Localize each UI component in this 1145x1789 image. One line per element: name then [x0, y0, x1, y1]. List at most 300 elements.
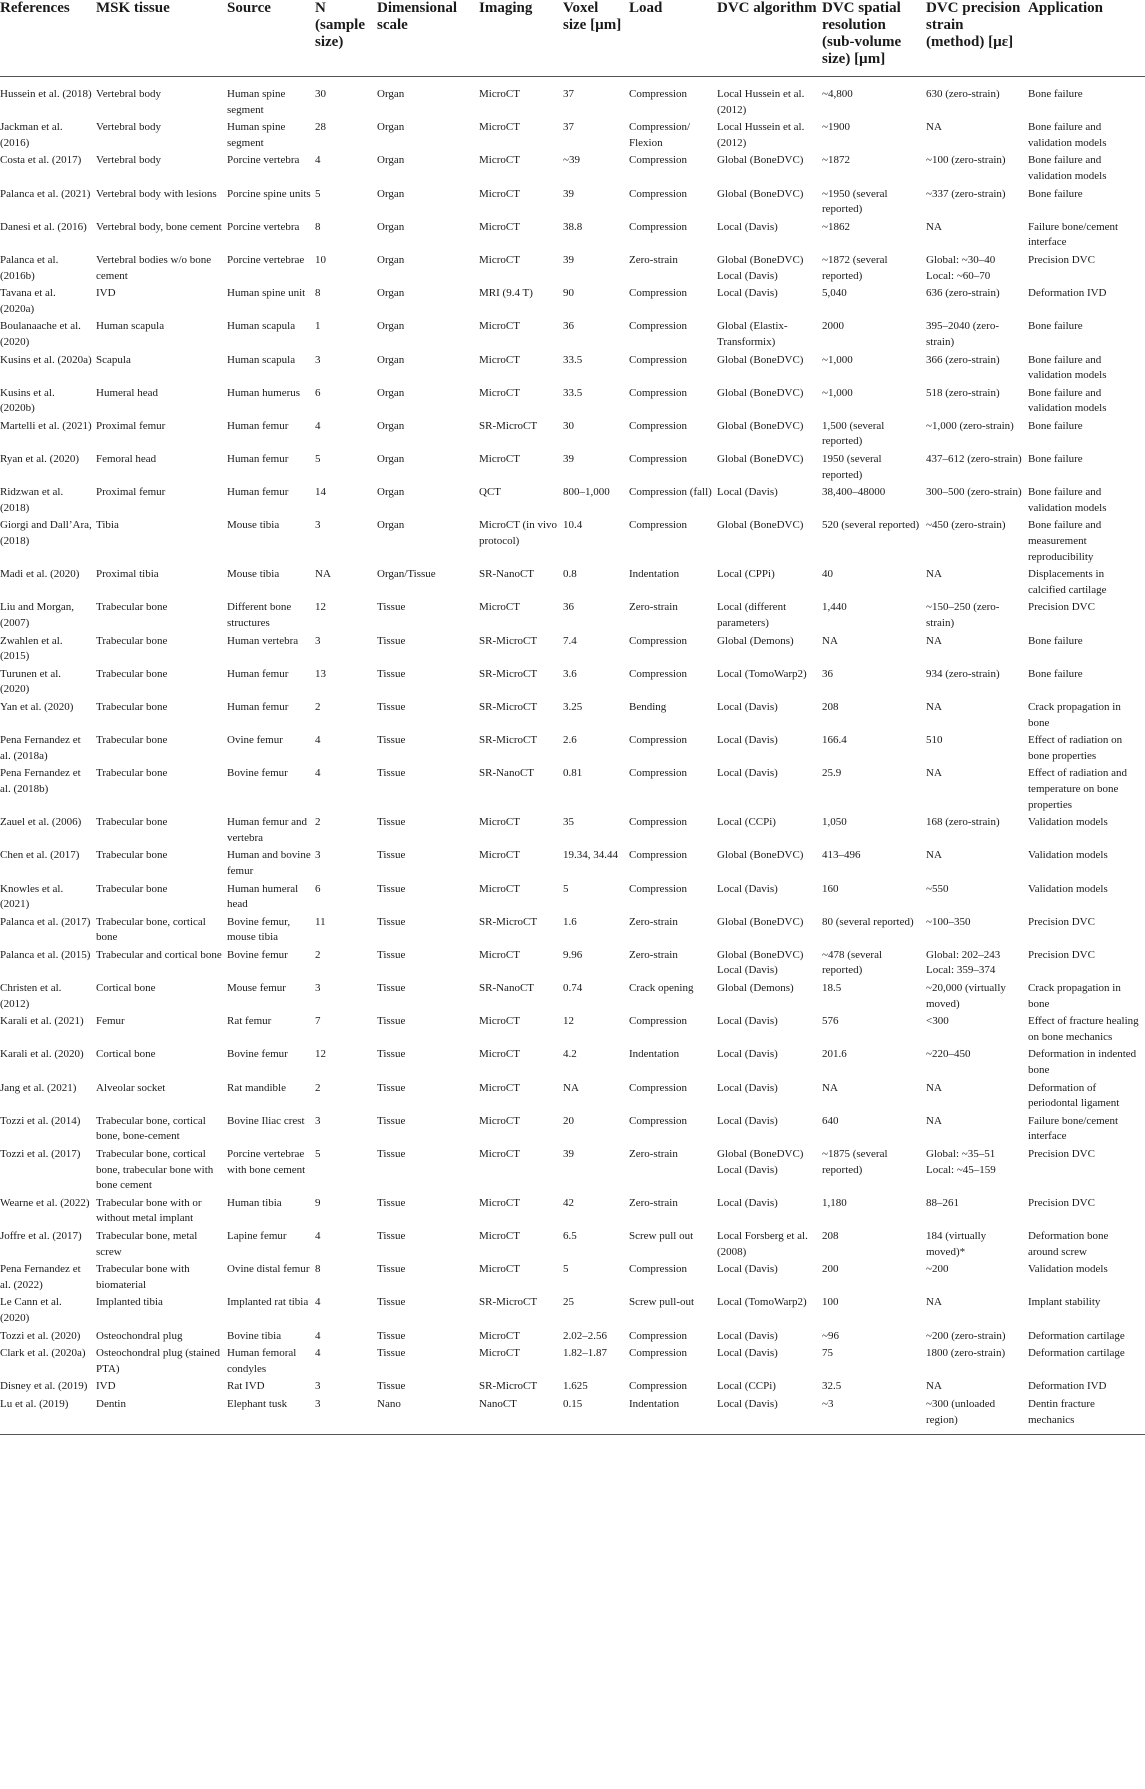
- cell-sample-size: 10: [315, 253, 326, 266]
- cell-reference: Karali et al. (2021): [0, 1015, 84, 1028]
- cell-dvc-algorithm: Global (BoneDVC): [717, 849, 804, 862]
- cell-dimensional-scale: Organ: [377, 220, 405, 233]
- cell-msk-tissue: Proximal femur: [96, 486, 166, 499]
- cell-sample-size: 3: [315, 1380, 321, 1393]
- cell-reference: Tozzi et al. (2017): [0, 1148, 81, 1160]
- cell-imaging: SR-MicroCT: [479, 667, 538, 680]
- table-row: [0, 153, 1145, 186]
- cell-source: Human and bovine femur: [227, 849, 311, 877]
- table-row: [0, 319, 1145, 352]
- cell-msk-tissue: Trabecular bone with biomaterial: [96, 1263, 190, 1291]
- cell-dvc-spatial-resolution: 5,040: [822, 287, 847, 300]
- cell-dvc-spatial-resolution: 80 (several reported): [822, 915, 914, 928]
- cell-dimensional-scale: Organ: [377, 187, 405, 200]
- cell-dvc-spatial-resolution: 413–496: [822, 849, 861, 862]
- cell-dimensional-scale: Tissue: [377, 634, 406, 647]
- cell-sample-size: 5: [315, 453, 321, 466]
- cell-voxel-size: 36: [563, 601, 574, 614]
- cell-load: Zero-strain: [629, 601, 678, 614]
- cell-imaging: MicroCT: [479, 320, 520, 333]
- cell-source: Bovine femur, mouse tibia: [227, 915, 291, 944]
- cell-dvc-spatial-resolution: 18.5: [822, 982, 842, 995]
- cell-load: Compression/ Flexion: [629, 121, 691, 149]
- cell-dvc-precision-strain: NA: [926, 1380, 942, 1393]
- cell-source: Human spine unit: [227, 287, 306, 300]
- table-row: [0, 1047, 1145, 1080]
- cell-msk-tissue: Trabecular bone: [96, 700, 168, 713]
- cell-voxel-size: 2.02–2.56: [563, 1329, 607, 1342]
- cell-load: Compression: [629, 1114, 688, 1127]
- cell-sample-size: 1: [315, 320, 321, 333]
- cell-dvc-algorithm: Local (Davis): [717, 1114, 778, 1127]
- cell-load: Compression: [629, 287, 688, 300]
- cell-application: Crack propagation in bone: [1028, 700, 1121, 729]
- table-row: [0, 700, 1145, 733]
- cell-dvc-spatial-resolution: ~1900: [822, 121, 850, 134]
- table-row: [0, 1329, 1145, 1347]
- cell-msk-tissue: Trabecular bone, cortical bone, trabecular bone with bone cement: [96, 1148, 214, 1192]
- cell-sample-size: 11: [315, 915, 326, 928]
- cell-source: Human femur: [227, 453, 289, 466]
- cell-dimensional-scale: Organ: [377, 353, 405, 366]
- cell-dvc-algorithm: Global (Demons): [717, 634, 794, 647]
- cell-msk-tissue: Osteochondral plug (stained PTA): [96, 1347, 221, 1375]
- cell-dvc-spatial-resolution: 200: [822, 1263, 839, 1276]
- cell-dvc-spatial-resolution: 36: [822, 667, 833, 680]
- cell-dimensional-scale: Organ: [377, 419, 405, 432]
- cell-sample-size: 3: [315, 634, 321, 647]
- cell-load: Compression: [629, 816, 688, 829]
- cell-sample-size: 9: [315, 1196, 321, 1209]
- cell-msk-tissue: Humeral head: [96, 386, 158, 399]
- cell-dvc-precision-strain: ~337 (zero-strain): [926, 187, 1006, 200]
- cell-imaging: MicroCT: [479, 1015, 520, 1028]
- cell-sample-size: 12: [315, 1048, 326, 1061]
- cell-voxel-size: 0.81: [563, 767, 583, 780]
- cell-voxel-size: NA: [563, 1081, 579, 1094]
- cell-voxel-size: 35: [563, 816, 574, 829]
- cell-load: Screw pull-out: [629, 1296, 695, 1309]
- cell-imaging: SR-MicroCT: [479, 634, 538, 647]
- cell-reference: Costa et al. (2017): [0, 154, 82, 167]
- cell-dvc-spatial-resolution: 208: [822, 1229, 839, 1242]
- cell-reference: Karali et al. (2020): [0, 1048, 84, 1061]
- cell-source: Human spine segment: [227, 88, 286, 116]
- table-row: [0, 1262, 1145, 1295]
- cell-msk-tissue: Femur: [96, 1015, 125, 1028]
- cell-source: Ovine femur: [227, 734, 283, 747]
- cell-voxel-size: 37: [563, 88, 574, 100]
- table-row: [0, 948, 1145, 981]
- cell-sample-size: 3: [315, 982, 321, 995]
- cell-reference: Madi et al. (2020): [0, 568, 80, 581]
- cell-load: Zero-strain: [629, 1148, 678, 1160]
- cell-application: Bone failure and validation models: [1028, 121, 1107, 149]
- cell-imaging: MicroCT: [479, 1229, 520, 1242]
- cell-load: Compression: [629, 419, 688, 432]
- cell-voxel-size: 1.6: [563, 915, 577, 928]
- cell-dvc-spatial-resolution: 38,400–48000: [822, 486, 886, 499]
- cell-voxel-size: 0.15: [563, 1397, 583, 1410]
- cell-reference: Liu and Morgan, (2007): [0, 601, 75, 629]
- table-row: [0, 518, 1145, 567]
- cell-dvc-precision-strain: NA: [926, 700, 942, 713]
- header-application: Application: [1028, 0, 1104, 16]
- header-imaging: Imaging: [479, 0, 533, 16]
- cell-source: Porcine vertebra: [227, 220, 300, 233]
- cell-dimensional-scale: Organ: [377, 121, 405, 134]
- cell-source: Porcine vertebrae with bone cement: [227, 1148, 306, 1176]
- table-row: [0, 485, 1145, 518]
- cell-dvc-spatial-resolution: 1950 (several reported): [822, 453, 882, 481]
- table-row: [0, 567, 1145, 600]
- cell-voxel-size: 30: [563, 419, 574, 432]
- cell-voxel-size: 10.4: [563, 519, 583, 532]
- cell-imaging: SR-MicroCT: [479, 700, 538, 713]
- cell-load: Compression: [629, 1380, 688, 1393]
- cell-sample-size: 28: [315, 121, 326, 134]
- cell-dimensional-scale: Tissue: [377, 1296, 406, 1309]
- cell-voxel-size: 4.2: [563, 1048, 577, 1061]
- cell-dvc-algorithm: Local (Davis): [717, 1263, 778, 1276]
- cell-voxel-size: 19.34, 34.44: [563, 849, 618, 862]
- cell-dvc-precision-strain: NA: [926, 1296, 942, 1309]
- cell-dvc-algorithm: Local (Davis): [717, 1329, 778, 1342]
- cell-dimensional-scale: Tissue: [377, 915, 406, 928]
- cell-voxel-size: 39: [563, 253, 574, 266]
- cell-dvc-spatial-resolution: 208: [822, 700, 839, 713]
- header-load: Load: [629, 0, 663, 16]
- cell-application: Bone failure: [1028, 667, 1083, 680]
- cell-dvc-spatial-resolution: ~1,000: [822, 353, 853, 366]
- cell-load: Zero-strain: [629, 253, 678, 266]
- cell-reference: Le Cann et al. (2020): [0, 1296, 62, 1324]
- cell-load: Compression: [629, 849, 688, 862]
- cell-imaging: MicroCT: [479, 1329, 520, 1342]
- cell-dvc-spatial-resolution: ~1875 (several reported): [822, 1148, 888, 1176]
- cell-source: Human scapula: [227, 353, 296, 366]
- cell-dimensional-scale: Organ: [377, 88, 405, 100]
- cell-application: Validation models: [1028, 849, 1108, 862]
- cell-msk-tissue: IVD: [96, 1380, 116, 1393]
- cell-voxel-size: 6.5: [563, 1229, 577, 1242]
- cell-source: Implanted rat tibia: [227, 1296, 309, 1309]
- cell-voxel-size: 42: [563, 1196, 574, 1209]
- cell-voxel-size: 5: [563, 1263, 569, 1276]
- cell-msk-tissue: Trabecular bone: [96, 601, 168, 614]
- cell-source: Bovine femur: [227, 767, 288, 780]
- header-msk-tissue: MSK tissue: [96, 0, 170, 16]
- cell-voxel-size: 39: [563, 453, 574, 466]
- cell-imaging: SR-NanoCT: [479, 568, 534, 581]
- cell-voxel-size: 39: [563, 1148, 574, 1160]
- cell-source: Ovine distal femur: [227, 1263, 310, 1276]
- cell-application: Validation models: [1028, 816, 1108, 829]
- cell-sample-size: 8: [315, 220, 321, 233]
- cell-msk-tissue: Vertebral bodies w/o bone cement: [96, 253, 212, 282]
- cell-load: Compression: [629, 220, 688, 233]
- cell-sample-size: 12: [315, 601, 326, 614]
- cell-msk-tissue: Trabecular bone: [96, 767, 168, 780]
- cell-sample-size: 4: [315, 767, 321, 780]
- cell-msk-tissue: Scapula: [96, 353, 131, 366]
- cell-imaging: SR-NanoCT: [479, 982, 534, 995]
- table-header: [0, 0, 1145, 77]
- cell-application: Deformation cartilage: [1028, 1329, 1125, 1342]
- cell-reference: Yan et al. (2020): [0, 700, 74, 713]
- cell-application: Bone failure and validation models: [1028, 154, 1107, 182]
- cell-load: Compression: [629, 1081, 688, 1094]
- cell-imaging: QCT: [479, 486, 501, 499]
- cell-dimensional-scale: Tissue: [377, 948, 406, 961]
- cell-sample-size: 14: [315, 486, 326, 499]
- cell-reference: Pena Fernandez et al. (2018b): [0, 767, 81, 795]
- table-row: [0, 1147, 1145, 1196]
- cell-dvc-precision-strain: 366 (zero-strain): [926, 353, 1000, 366]
- cell-dvc-precision-strain: 88–261: [926, 1196, 959, 1209]
- cell-imaging: SR-MicroCT: [479, 419, 538, 432]
- cell-sample-size: 2: [315, 700, 321, 713]
- cell-source: Human tibia: [227, 1196, 282, 1209]
- cell-reference: Tozzi et al. (2020): [0, 1329, 81, 1342]
- cell-application: Failure bone/cement interface: [1028, 220, 1119, 249]
- table-row: [0, 187, 1145, 220]
- cell-source: Rat femur: [227, 1015, 272, 1028]
- cell-dvc-algorithm: Global (BoneDVC) Local (Davis): [717, 253, 804, 282]
- cell-reference: Wearne et al. (2022): [0, 1196, 90, 1209]
- cell-load: Compression (fall): [629, 486, 712, 499]
- cell-load: Compression: [629, 882, 688, 895]
- cell-dvc-precision-strain: ~100 (zero-strain): [926, 154, 1006, 167]
- cell-dvc-spatial-resolution: 75: [822, 1347, 833, 1360]
- cell-voxel-size: 9.96: [563, 948, 583, 961]
- cell-dimensional-scale: Tissue: [377, 1114, 406, 1127]
- table-row: [0, 882, 1145, 915]
- cell-imaging: MicroCT: [479, 1263, 520, 1276]
- cell-reference: Turunen et al. (2020): [0, 667, 62, 696]
- cell-msk-tissue: Implanted tibia: [96, 1296, 163, 1309]
- table-row: [0, 600, 1145, 633]
- cell-imaging: MicroCT: [479, 1114, 520, 1127]
- cell-dvc-algorithm: Local (TomoWarp2): [717, 667, 807, 680]
- cell-application: Precision DVC: [1028, 1148, 1095, 1160]
- header-dimensional-scale: Dimensional scale: [377, 0, 458, 33]
- table-row: [0, 286, 1145, 319]
- cell-reference: Kusins et al. (2020a): [0, 353, 92, 366]
- cell-load: Compression: [629, 453, 688, 466]
- cell-sample-size: 2: [315, 1081, 321, 1094]
- cell-source: Human scapula: [227, 320, 296, 333]
- cell-reference: Tavana et al. (2020a): [0, 287, 56, 315]
- table-row: [0, 1229, 1145, 1262]
- header-dvc-algorithm: DVC algorithm: [717, 0, 817, 16]
- cell-msk-tissue: Femoral head: [96, 453, 157, 466]
- cell-dvc-precision-strain: Global: 202–243 Local: 359–374: [926, 948, 1001, 977]
- cell-load: Compression: [629, 1329, 688, 1342]
- cell-application: Precision DVC: [1028, 1196, 1095, 1209]
- cell-reference: Zwahlen et al. (2015): [0, 634, 63, 663]
- cell-dvc-precision-strain: NA: [926, 634, 942, 647]
- cell-dvc-algorithm: Local (Davis): [717, 486, 778, 499]
- cell-sample-size: 3: [315, 519, 321, 532]
- cell-msk-tissue: Trabecular bone: [96, 634, 168, 647]
- cell-dvc-precision-strain: Global: ~35–51 Local: ~45–159: [926, 1148, 996, 1176]
- cell-sample-size: 3: [315, 1397, 321, 1410]
- cell-application: Failure bone/cement interface: [1028, 1114, 1119, 1143]
- cell-reference: Jackman et al. (2016): [0, 121, 63, 149]
- cell-application: Precision DVC: [1028, 253, 1095, 266]
- cell-dvc-algorithm: Local (Davis): [717, 287, 778, 300]
- cell-dvc-spatial-resolution: 520 (several reported): [822, 519, 920, 532]
- cell-dvc-precision-strain: 636 (zero-strain): [926, 287, 1000, 300]
- cell-sample-size: 7: [315, 1015, 321, 1028]
- table-row: [0, 1196, 1145, 1229]
- cell-imaging: MicroCT: [479, 849, 520, 862]
- cell-sample-size: 8: [315, 287, 321, 300]
- table-row: [0, 1346, 1145, 1379]
- cell-imaging: SR-MicroCT: [479, 734, 538, 747]
- cell-msk-tissue: Dentin: [96, 1397, 126, 1410]
- cell-imaging: MicroCT: [479, 88, 520, 100]
- cell-dvc-spatial-resolution: 25.9: [822, 767, 842, 780]
- cell-msk-tissue: Proximal femur: [96, 419, 166, 432]
- cell-msk-tissue: Trabecular bone with or without metal implant: [96, 1196, 202, 1225]
- cell-voxel-size: 20: [563, 1114, 574, 1127]
- cell-dvc-algorithm: Global (BoneDVC): [717, 419, 804, 432]
- cell-dimensional-scale: Organ: [377, 253, 405, 266]
- cell-application: Bone failure: [1028, 419, 1083, 432]
- cell-application: Deformation cartilage: [1028, 1347, 1125, 1360]
- header-references: References: [0, 0, 70, 16]
- cell-load: Compression: [629, 353, 688, 366]
- cell-sample-size: 4: [315, 1229, 321, 1242]
- cell-voxel-size: 0.74: [563, 982, 583, 995]
- cell-dvc-spatial-resolution: ~4,800: [822, 88, 853, 100]
- cell-dvc-precision-strain: ~200 (zero-strain): [926, 1329, 1006, 1342]
- cell-load: Indentation: [629, 1048, 680, 1061]
- cell-reference: Danesi et al. (2016): [0, 220, 87, 233]
- cell-imaging: MicroCT: [479, 220, 520, 233]
- table-row: [0, 1014, 1145, 1047]
- table-row: [0, 981, 1145, 1014]
- cell-dvc-algorithm: Local (Davis): [717, 1196, 778, 1209]
- cell-voxel-size: 3.6: [563, 667, 577, 680]
- cell-msk-tissue: IVD: [96, 287, 116, 300]
- cell-application: Bone failure and validation models: [1028, 386, 1107, 415]
- cell-source: Porcine vertebrae: [227, 253, 305, 266]
- cell-reference: Pena Fernandez et al. (2022): [0, 1263, 81, 1291]
- cell-dimensional-scale: Tissue: [377, 982, 406, 995]
- cell-sample-size: 5: [315, 1148, 321, 1160]
- cell-dvc-algorithm: Global (Demons): [717, 982, 794, 995]
- cell-sample-size: 13: [315, 667, 326, 680]
- cell-voxel-size: 1.625: [563, 1380, 588, 1393]
- cell-reference: Martelli et al. (2021): [0, 419, 92, 432]
- cell-source: Rat mandible: [227, 1081, 286, 1094]
- cell-voxel-size: 12: [563, 1015, 574, 1028]
- cell-dvc-precision-strain: 184 (virtually moved)*: [926, 1229, 987, 1258]
- cell-dimensional-scale: Tissue: [377, 882, 406, 895]
- cell-dvc-spatial-resolution: ~1950 (several reported): [822, 187, 888, 216]
- cell-dimensional-scale: Organ: [377, 486, 405, 499]
- cell-reference: Jang et al. (2021): [0, 1081, 77, 1094]
- cell-load: Compression: [629, 320, 688, 333]
- cell-source: Human femur and vertebra: [227, 816, 308, 844]
- cell-dvc-algorithm: Local Hussein et al. (2012): [717, 88, 805, 116]
- cell-dvc-algorithm: Global (BoneDVC) Local (Davis): [717, 1148, 804, 1176]
- cell-load: Compression: [629, 1263, 688, 1276]
- cell-dvc-precision-strain: NA: [926, 849, 942, 862]
- table-row: [0, 77, 1145, 121]
- cell-imaging: MicroCT: [479, 1148, 520, 1160]
- cell-dimensional-scale: Nano: [377, 1397, 401, 1410]
- cell-voxel-size: 36: [563, 320, 574, 333]
- table-row: [0, 120, 1145, 153]
- cell-source: Porcine spine units: [227, 187, 311, 200]
- cell-reference: Lu et al. (2019): [0, 1397, 69, 1410]
- cell-reference: Clark et al. (2020a): [0, 1347, 86, 1360]
- cell-dvc-precision-strain: ~300 (unloaded region): [926, 1397, 996, 1426]
- cell-load: Compression: [629, 1015, 688, 1028]
- cell-dvc-algorithm: Local Hussein et al. (2012): [717, 121, 805, 149]
- cell-source: Bovine femur: [227, 1048, 288, 1061]
- cell-dvc-algorithm: Global (BoneDVC): [717, 915, 804, 928]
- cell-imaging: MicroCT: [479, 187, 520, 200]
- cell-dvc-spatial-resolution: 166.4: [822, 734, 847, 747]
- cell-dvc-precision-strain: NA: [926, 220, 942, 233]
- cell-msk-tissue: Trabecular bone, cortical bone, bone-cement: [96, 1114, 206, 1143]
- cell-application: Bone failure and validation models: [1028, 353, 1107, 382]
- table-row: [0, 253, 1145, 286]
- cell-dvc-algorithm: Local (different parameters): [717, 601, 787, 629]
- cell-dimensional-scale: Tissue: [377, 734, 406, 747]
- cell-application: Precision DVC: [1028, 915, 1095, 928]
- cell-load: Compression: [629, 88, 688, 100]
- cell-application: Effect of radiation and temperature on bone properties: [1028, 767, 1128, 811]
- cell-application: Effect of fracture healing on bone mechanics: [1028, 1015, 1139, 1043]
- cell-sample-size: 6: [315, 386, 321, 399]
- cell-dvc-precision-strain: 934 (zero-strain): [926, 667, 1000, 680]
- cell-imaging: MicroCT: [479, 948, 520, 961]
- cell-msk-tissue: Trabecular bone: [96, 667, 168, 680]
- cell-dvc-precision-strain: ~150–250 (zero-strain): [926, 601, 1000, 629]
- cell-voxel-size: 5: [563, 882, 569, 895]
- table-row: [0, 452, 1145, 485]
- table-row: [0, 766, 1145, 815]
- cell-dimensional-scale: Tissue: [377, 1229, 406, 1242]
- table-row: [0, 848, 1145, 881]
- cell-voxel-size: 38.8: [563, 220, 583, 233]
- cell-dvc-precision-strain: <300: [926, 1015, 949, 1028]
- cell-dvc-precision-strain: ~220–450: [926, 1048, 971, 1061]
- cell-reference: Tozzi et al. (2014): [0, 1114, 81, 1127]
- cell-application: Bone failure: [1028, 187, 1083, 200]
- cell-dvc-precision-strain: NA: [926, 121, 942, 134]
- cell-dvc-algorithm: Local (TomoWarp2): [717, 1296, 807, 1309]
- cell-dvc-precision-strain: ~450 (zero-strain): [926, 519, 1006, 532]
- table-row: [0, 1081, 1145, 1114]
- cell-dvc-algorithm: Local (CCPi): [717, 1380, 776, 1393]
- cell-application: Precision DVC: [1028, 948, 1095, 961]
- cell-imaging: MicroCT: [479, 882, 520, 895]
- cell-dvc-algorithm: Global (Elastix-Transformix): [717, 320, 788, 348]
- cell-load: Compression: [629, 734, 688, 747]
- cell-sample-size: 4: [315, 1329, 321, 1342]
- cell-dvc-precision-strain: 300–500 (zero-strain): [926, 486, 1022, 499]
- cell-dimensional-scale: Tissue: [377, 1263, 406, 1276]
- header-row: [0, 0, 1145, 77]
- cell-load: Zero-strain: [629, 915, 678, 928]
